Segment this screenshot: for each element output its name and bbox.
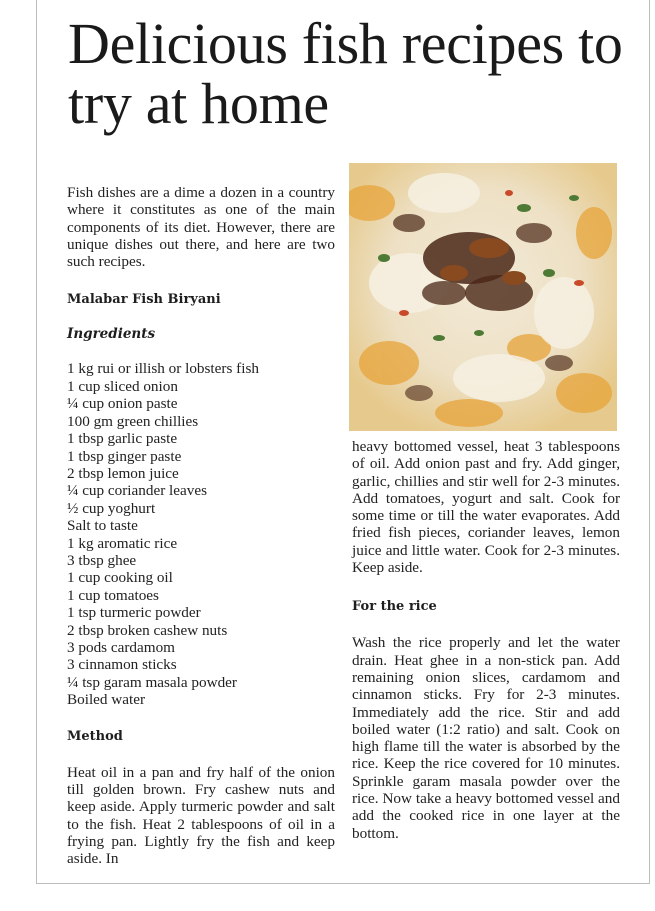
ingredient-item: 100 gm green chillies: [67, 412, 199, 430]
ingredient-item: 1 cup sliced onion: [67, 377, 178, 395]
intro-paragraph: Fish dishes are a dime a dozen in a country where it constitutes as one of the main components of its diet. However, there are unique dishes out there, and here are two such recipes.: [67, 184, 335, 271]
ingredients-heading: Ingredients: [67, 326, 156, 343]
biryani-illustration: [349, 163, 617, 431]
method-heading: Method: [67, 728, 123, 744]
ingredient-item: 1 kg rui or illish or lobsters fish: [67, 360, 259, 378]
ingredient-item: 2 tbsp broken cashew nuts: [67, 621, 228, 639]
right-column: [352, 438, 620, 842]
ingredient-item: 3 cinnamon sticks: [67, 656, 177, 674]
ingredient-item: ¼ tsp garam masala powder: [67, 673, 237, 691]
rice-paragraph: Wash the rice properly and let the water drain. Heat ghee in a non-stick pan. Add remaining onion slices, cardamom and cinnamon sticks. Fry for 2-3 minutes. Immediately add the rice. Stir and add boiled water (1:2 ratio) and salt. Cook on high flame till the water is absorbed by the rice. Keep the rice covered for 10 minutes. Sprinkle garam masala powder over the rice. Now take a heavy bottomed vessel and add the cooked rice in one layer at the bottom.: [352, 634, 620, 842]
ingredient-item: 3 tbsp ghee: [67, 551, 137, 569]
rice-heading: For the rice: [352, 599, 437, 615]
method-paragraph: Heat oil in a pan and fry half of the onion till golden brown. Fry cashew nuts and keep aside. Apply turmeric powder and salt to the fish. Heat 2 tablespoons of oil in a frying pan. Lightly fry the fish and keep aside. In: [67, 763, 335, 868]
headline: Delicious fish recipes to try at home: [68, 11, 623, 136]
ingredient-item: 1 kg aromatic rice: [67, 534, 178, 552]
ingredient-item: ¼ cup coriander leaves: [67, 482, 207, 500]
ingredient-item: 3 pods cardamom: [67, 638, 175, 656]
ingredient-item: ½ cup yoghurt: [67, 499, 156, 517]
left-column: [67, 184, 335, 867]
ingredient-item: ¼ cup onion paste: [67, 395, 178, 413]
ingredients-list: [67, 360, 335, 708]
ingredient-item: Salt to taste: [67, 517, 138, 535]
recipe-title: Malabar Fish Biryani: [67, 292, 221, 308]
ingredient-item: Boiled water: [67, 691, 146, 709]
ingredient-item: 1 cup cooking oil: [67, 569, 173, 587]
ingredient-item: 1 tbsp garlic paste: [67, 430, 178, 448]
method-continued-paragraph: heavy bottomed vessel, heat 3 tablespoons of oil. Add onion past and fry. Add ginger, garlic, chillies and stir well for 2-3 minutes. Add tomatoes, yogurt and salt. Cook for some time or till the water evaporates. Add fried fish pieces, coriander leaves, lemon juice and little water. Cook for 2-3 minutes. Keep aside.: [352, 438, 620, 577]
ingredient-item: 1 tbsp ginger paste: [67, 447, 182, 465]
ingredient-item: 2 tbsp lemon juice: [67, 464, 179, 482]
biryani-photo: [349, 163, 617, 431]
ingredient-item: 1 cup tomatoes: [67, 586, 159, 604]
ingredient-item: 1 tsp turmeric powder: [67, 604, 201, 622]
